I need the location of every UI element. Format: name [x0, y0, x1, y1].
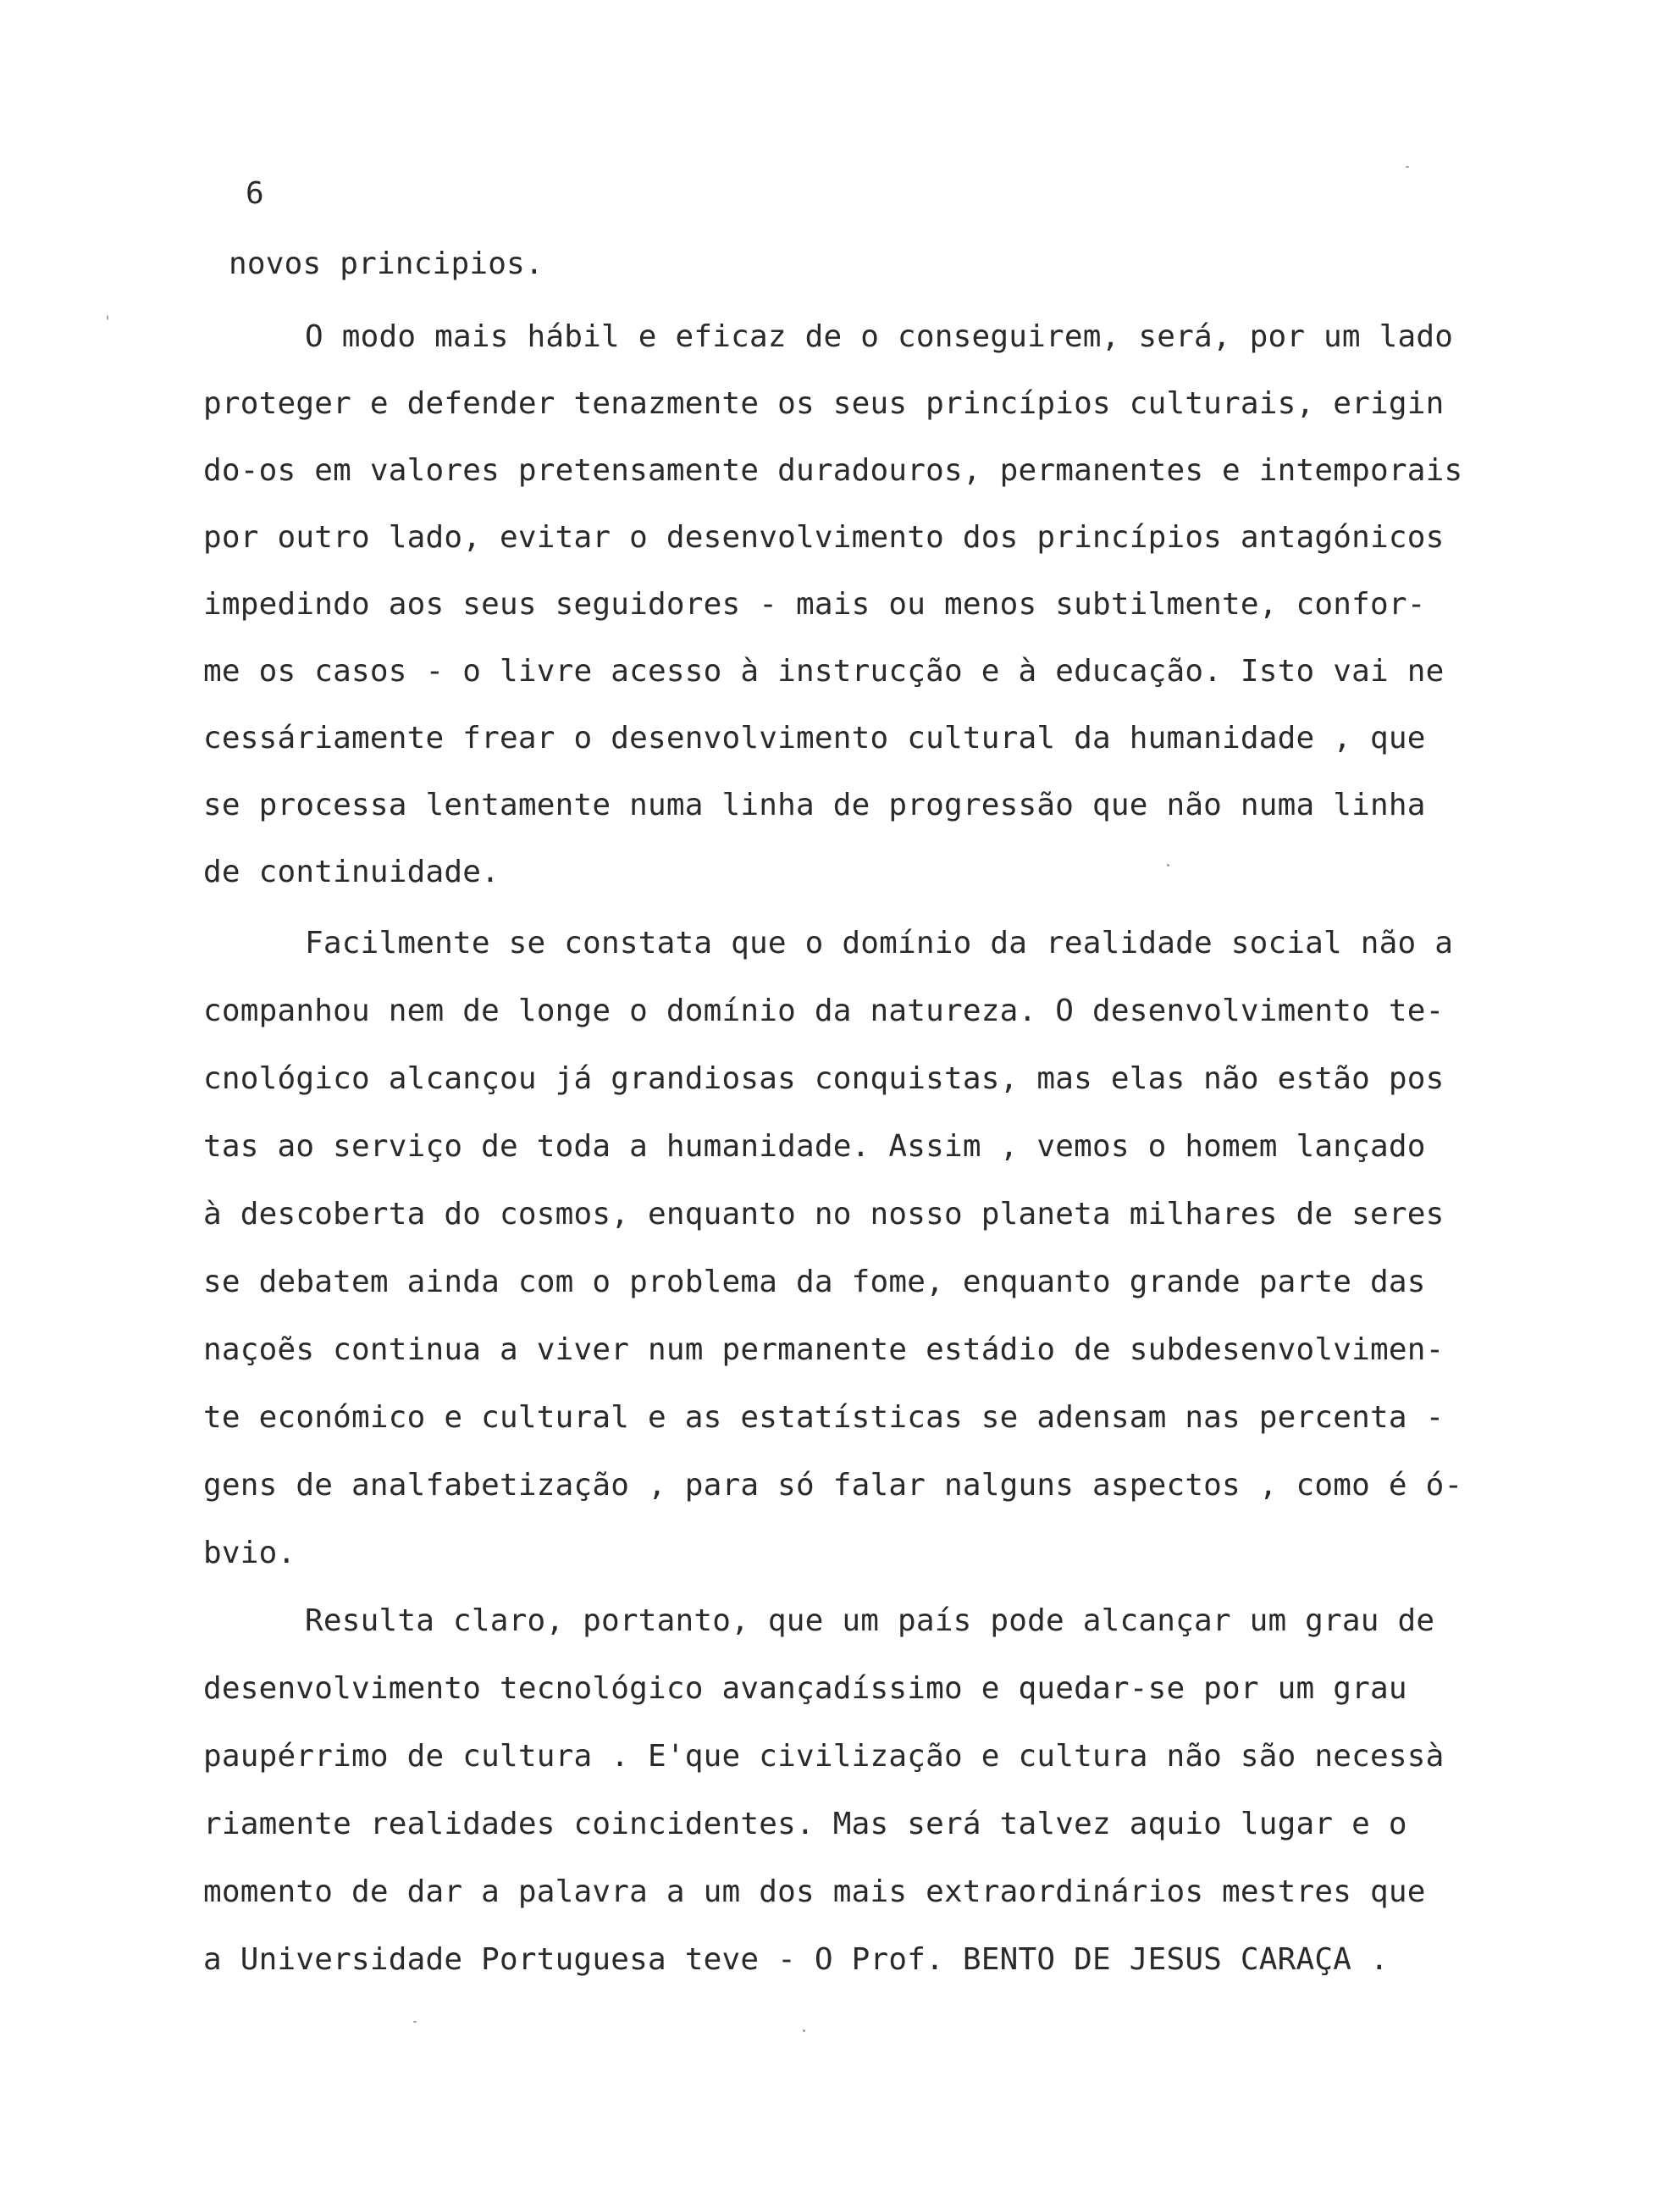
text-line: à descoberta do cosmos, enquanto no nosso planeta milhares de seres — [203, 1197, 1445, 1232]
text-line: me os casos - o livre acesso à instrucção e à educação. Isto vai ne — [203, 654, 1445, 689]
text-line: companhou nem de longe o domínio da natureza. O desenvolvimento te- — [203, 994, 1445, 1028]
text-line: novos principios. — [229, 246, 544, 281]
scan-speck — [803, 2029, 805, 2032]
text-line: momento de dar a palavra a um dos mais extraordinários mestres que — [203, 1874, 1426, 1909]
text-line: paupérrimo de cultura . E'que civilização e cultura não são necessà — [203, 1739, 1445, 1774]
scan-speck — [1406, 166, 1409, 168]
text-line: desenvolvimento tecnológico avançadíssimo e quedar-se por um grau — [203, 1671, 1407, 1706]
text-line: Facilmente se constata que o domínio da realidade social não a — [305, 926, 1454, 961]
text-line: de continuidade. — [203, 855, 500, 889]
text-line: tas ao serviço de toda a humanidade. Assim , vemos o homem lançado — [203, 1129, 1426, 1164]
text-line: naçoẽs continua a viver num permanente estádio de subdesenvolvimen- — [203, 1332, 1445, 1367]
text-line: se debatem ainda com o problema da fome, enquanto grande parte das — [203, 1265, 1426, 1299]
text-line: te económico e cultural e as estatísticas se adensam nas percenta - — [203, 1400, 1445, 1435]
text-line: Resulta claro, portanto, que um país pode alcançar um grau de — [305, 1603, 1435, 1638]
scan-speck — [1167, 864, 1169, 866]
page-number: 6 — [246, 176, 264, 211]
text-line: cnológico alcançou já grandiosas conquistas, mas elas não estão pos — [203, 1061, 1445, 1096]
text-line: cessáriamente frear o desenvolvimento cultural da humanidade , que — [203, 721, 1426, 756]
text-line: por outro lado, evitar o desenvolvimento dos princípios antagónicos — [203, 520, 1445, 555]
text-line: impedindo aos seus seguidores - mais ou menos subtilmente, confor- — [203, 587, 1426, 622]
scan-speck — [413, 2021, 417, 2023]
text-line: do-os em valores pretensamente duradouros, permanentes e intemporais — [203, 453, 1463, 488]
text-line: O modo mais hábil e eficaz de o conseguirem, será, por um lado — [305, 319, 1454, 354]
text-line: a Universidade Portuguesa teve - O Prof. BENTO DE JESUS CARAÇA . — [203, 1942, 1389, 1977]
scan-speck — [107, 315, 108, 320]
text-line: proteger e defender tenazmente os seus princípios culturais, erigin — [203, 386, 1445, 421]
text-line: gens de analfabetização , para só falar nalguns aspectos , como é ó- — [203, 1468, 1463, 1503]
text-line: se processa lentamente numa linha de progressão que não numa linha — [203, 788, 1426, 822]
text-line: bvio. — [203, 1536, 296, 1570]
text-line: riamente realidades coincidentes. Mas será talvez aquio lugar e o — [203, 1807, 1407, 1841]
